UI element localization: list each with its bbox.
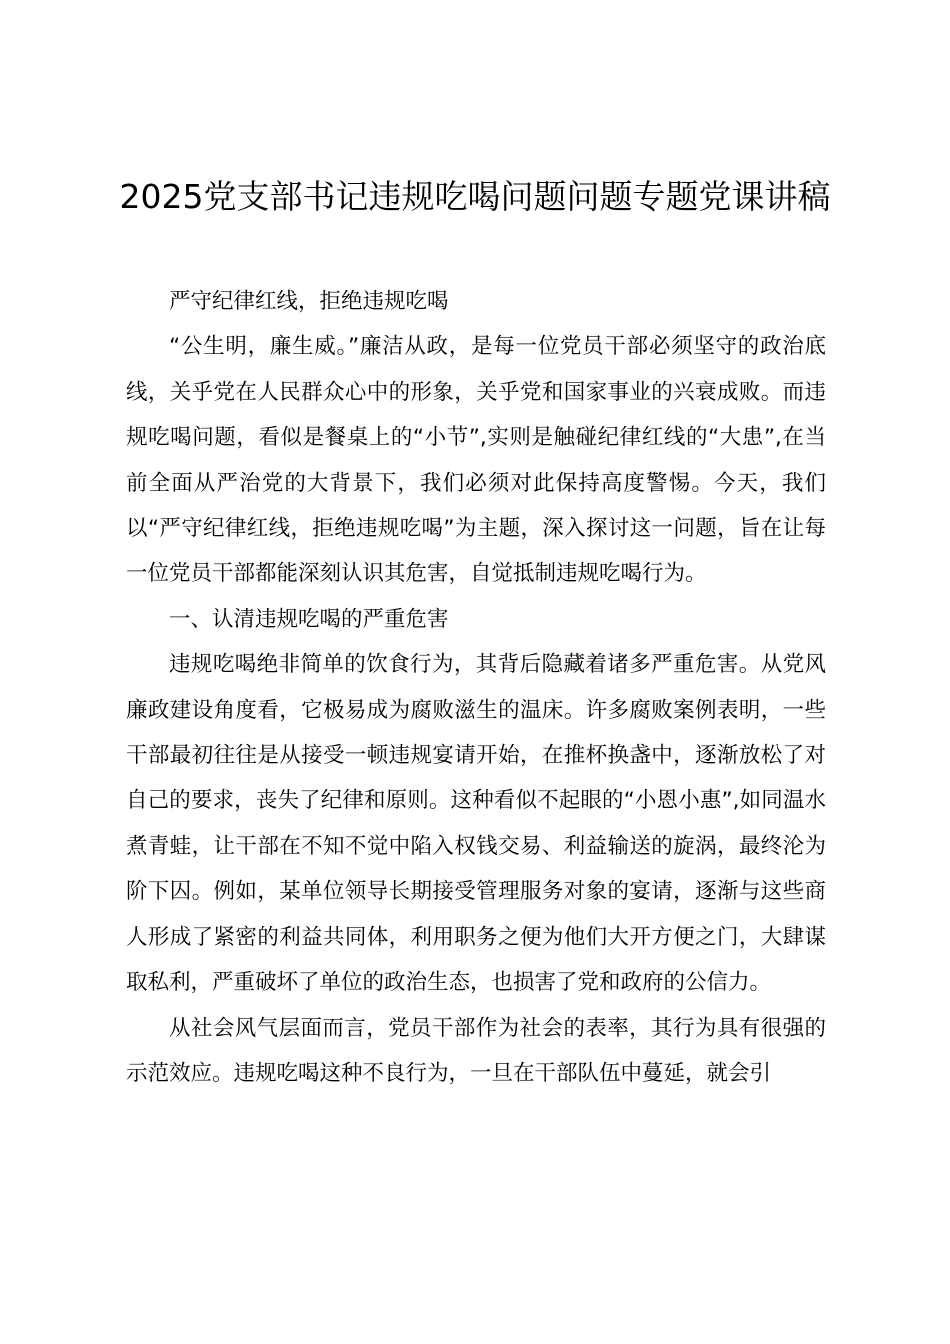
document-body — [126, 279, 826, 1096]
document-title: 2025党支部书记违规吃喝问题问题专题党课讲稿 — [119, 177, 831, 216]
body-paragraph: 违规吃喝绝非简单的饮食行为，其背后隐藏着诸多严重危害。从党风廉政建设角度看，它极易成为腐败滋生的温床。许多腐败案例表明，一些干部最初往往是从接受一顿违规宴请开始，在推杯换盏中，逐渐放松了对自己的要求，丧失了纪律和原则。这种看似不起眼的“小恩小惠”,如同温水煮青蛙，让干部在不知不觉中陷入权钱交易、利益输送的旋涡，最终沦为阶下囚。例如，某单位领导长期接受管理服务对象的宴请，逐渐与这些商人形成了紧密的利益共同体，利用职务之便为他们大开方便之门，大肆谋取私利，严重破坏了单位的政治生态，也损害了党和政府的公信力。 — [126, 652, 826, 996]
intro-paragraph: “公生明，廉生威。”廉洁从政，是每一位党员干部必须坚守的政治底线，关乎党在人民群众心中的形象，关乎党和国家事业的兴衰成败。而违规吃喝问题，看似是餐桌上的“小节”,实则是触碰纪律红线的“大患”,在当前全面从严治党的大背景下，我们必须对此保持高度警惕。今天，我们以“严守纪律红线，拒绝违规吃喝”为主题，深入探讨这一问题，旨在让每一位党员干部都能深刻认识其危害，自觉抵制违规吃喝行为。 — [126, 334, 826, 587]
section-heading-1: 一、认清违规吃喝的严重危害 — [169, 606, 449, 632]
body-paragraph: 从社会风气层面而言，党员干部作为社会的表率，其行为具有很强的示范效应。违规吃喝这种不良行为，一旦在干部队伍中蔓延，就会引 — [126, 1015, 826, 1086]
section-subtitle: 严守纪律红线，拒绝违规吃喝 — [169, 289, 449, 314]
